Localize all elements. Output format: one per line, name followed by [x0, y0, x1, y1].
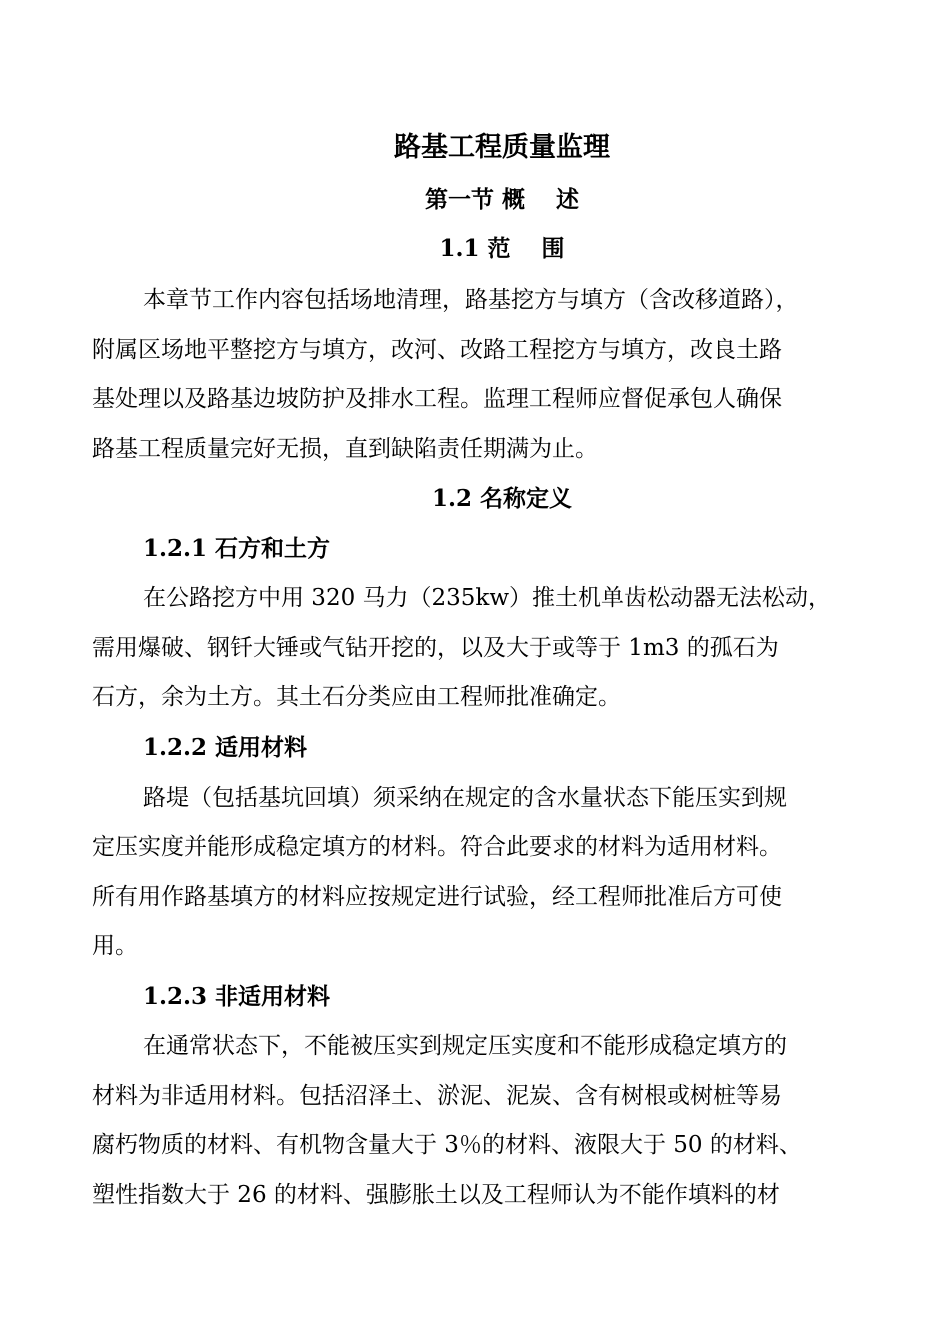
paragraph-line: 定压实度并能形成稳定填方的材料。符合此要求的材料为适用材料。 — [92, 834, 782, 860]
heading-1-2-3: 1.2.3 非适用材料 — [143, 983, 331, 1010]
subsection-heading-1-2: 1.2 名称定义 — [431, 485, 573, 512]
paragraph-line: 石方，余为土方。其土石分类应由工程师批准确定。 — [92, 684, 621, 710]
paragraph-line: 路堤（包括基坑回填）须采纳在规定的含水量状态下能压实到规 — [143, 785, 787, 811]
paragraph-line: 附属区场地平整挖方与填方，改河、改路工程挖方与填方，改良土路 — [92, 337, 782, 363]
heading-1-2-1: 1.2.1 石方和土方 — [143, 535, 331, 562]
paragraph-line: 基处理以及路基边坡防护及排水工程。监理工程师应督促承包人确保 — [92, 386, 782, 412]
document-title: 路基工程质量监理 — [394, 132, 610, 163]
subsection-heading-1-1: 1.1 范 围 — [439, 235, 565, 262]
paragraph-line: 用。 — [92, 933, 138, 959]
paragraph-line: 塑性指数大于 26 的材料、强膨胀土以及工程师认为不能作填料的材 — [92, 1182, 780, 1208]
paragraph-line: 所有用作路基填方的材料应按规定进行试验，经工程师批准后方可使 — [92, 884, 782, 910]
paragraph-line: 腐朽物质的材料、有机物含量大于 3％的材料、液限大于 50 的材料、 — [92, 1132, 802, 1158]
paragraph-line: 本章节工作内容包括场地清理，路基挖方与填方（含改移道路）， — [143, 287, 799, 313]
paragraph-line: 在通常状态下，不能被压实到规定压实度和不能形成稳定填方的 — [143, 1033, 787, 1059]
heading-1-2-2: 1.2.2 适用材料 — [143, 734, 308, 761]
paragraph-line: 材料为非适用材料。包括沼泽土、淤泥、泥炭、含有树根或树桩等易 — [92, 1083, 782, 1109]
paragraph-line: 路基工程质量完好无损，直到缺陷责任期满为止。 — [92, 436, 598, 462]
section-heading: 第一节 概 述 — [424, 186, 579, 213]
paragraph-line: 在公路挖方中用 320 马力（235kw）推土机单齿松动器无法松动， — [143, 585, 832, 611]
paragraph-line: 需用爆破、钢钎大锤或气钻开挖的，以及大于或等于 1m3 的孤石为 — [92, 635, 779, 661]
